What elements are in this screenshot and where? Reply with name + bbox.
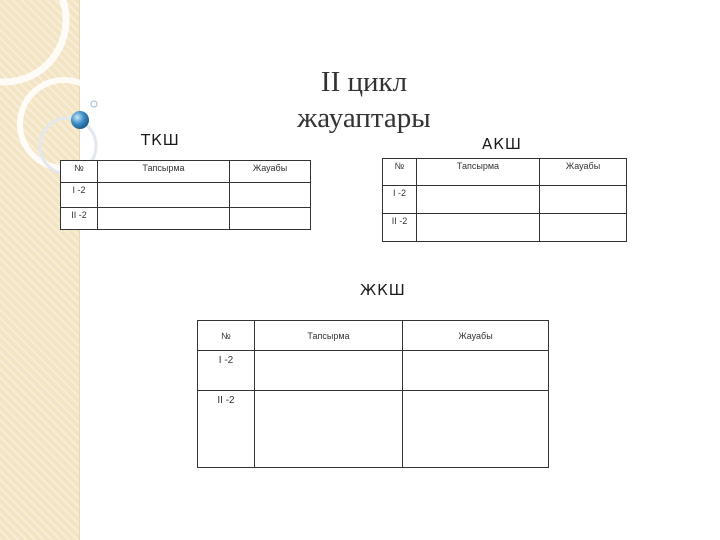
row-number: I -2 (383, 186, 417, 214)
section-label-zhksh: ЖКШ (360, 281, 406, 299)
header-answer: Жауабы (403, 321, 549, 351)
row-number: I -2 (198, 351, 255, 391)
row-number: II -2 (198, 391, 255, 468)
table-row (61, 183, 311, 208)
task-cell (98, 208, 230, 230)
row-number: II -2 (61, 208, 98, 230)
header-task: Тапсырма (417, 159, 540, 186)
task-cell (417, 186, 540, 214)
section-label-aksh: АКШ (482, 135, 522, 153)
header-answer: Жауабы (230, 161, 311, 183)
header-answer: Жауабы (540, 159, 627, 186)
header-task: Тапсырма (255, 321, 403, 351)
answer-cell (230, 208, 311, 230)
table-row (198, 391, 549, 468)
ring-tiny (91, 101, 97, 107)
task-cell (255, 351, 403, 391)
table-header-row (198, 321, 549, 351)
task-cell (255, 391, 403, 468)
answers-table-aksh (382, 158, 627, 242)
table-row (198, 351, 549, 391)
answer-cell (540, 186, 627, 214)
answer-cell (540, 214, 627, 242)
answer-cell (230, 183, 311, 208)
slide-title (250, 64, 478, 136)
table-header-row (61, 161, 311, 183)
header-number: № (383, 159, 417, 186)
table-row (61, 208, 311, 230)
section-label-tksh: ТКШ (141, 131, 180, 149)
task-cell (98, 183, 230, 208)
header-number: № (61, 161, 98, 183)
row-number: I -2 (61, 183, 98, 208)
row-number: II -2 (383, 214, 417, 242)
header-number: № (198, 321, 255, 351)
title-line-2: жауаптары (297, 102, 431, 134)
answers-table-tksh (60, 160, 311, 230)
task-cell (417, 214, 540, 242)
table-row (383, 186, 627, 214)
answer-cell (403, 391, 549, 468)
title-line-1: II цикл (320, 66, 408, 98)
answers-table-zhksh (197, 320, 549, 468)
answer-cell (403, 351, 549, 391)
table-header-row (383, 159, 627, 186)
decorative-side-band (0, 0, 80, 540)
header-task: Тапсырма (98, 161, 230, 183)
table-row (383, 214, 627, 242)
